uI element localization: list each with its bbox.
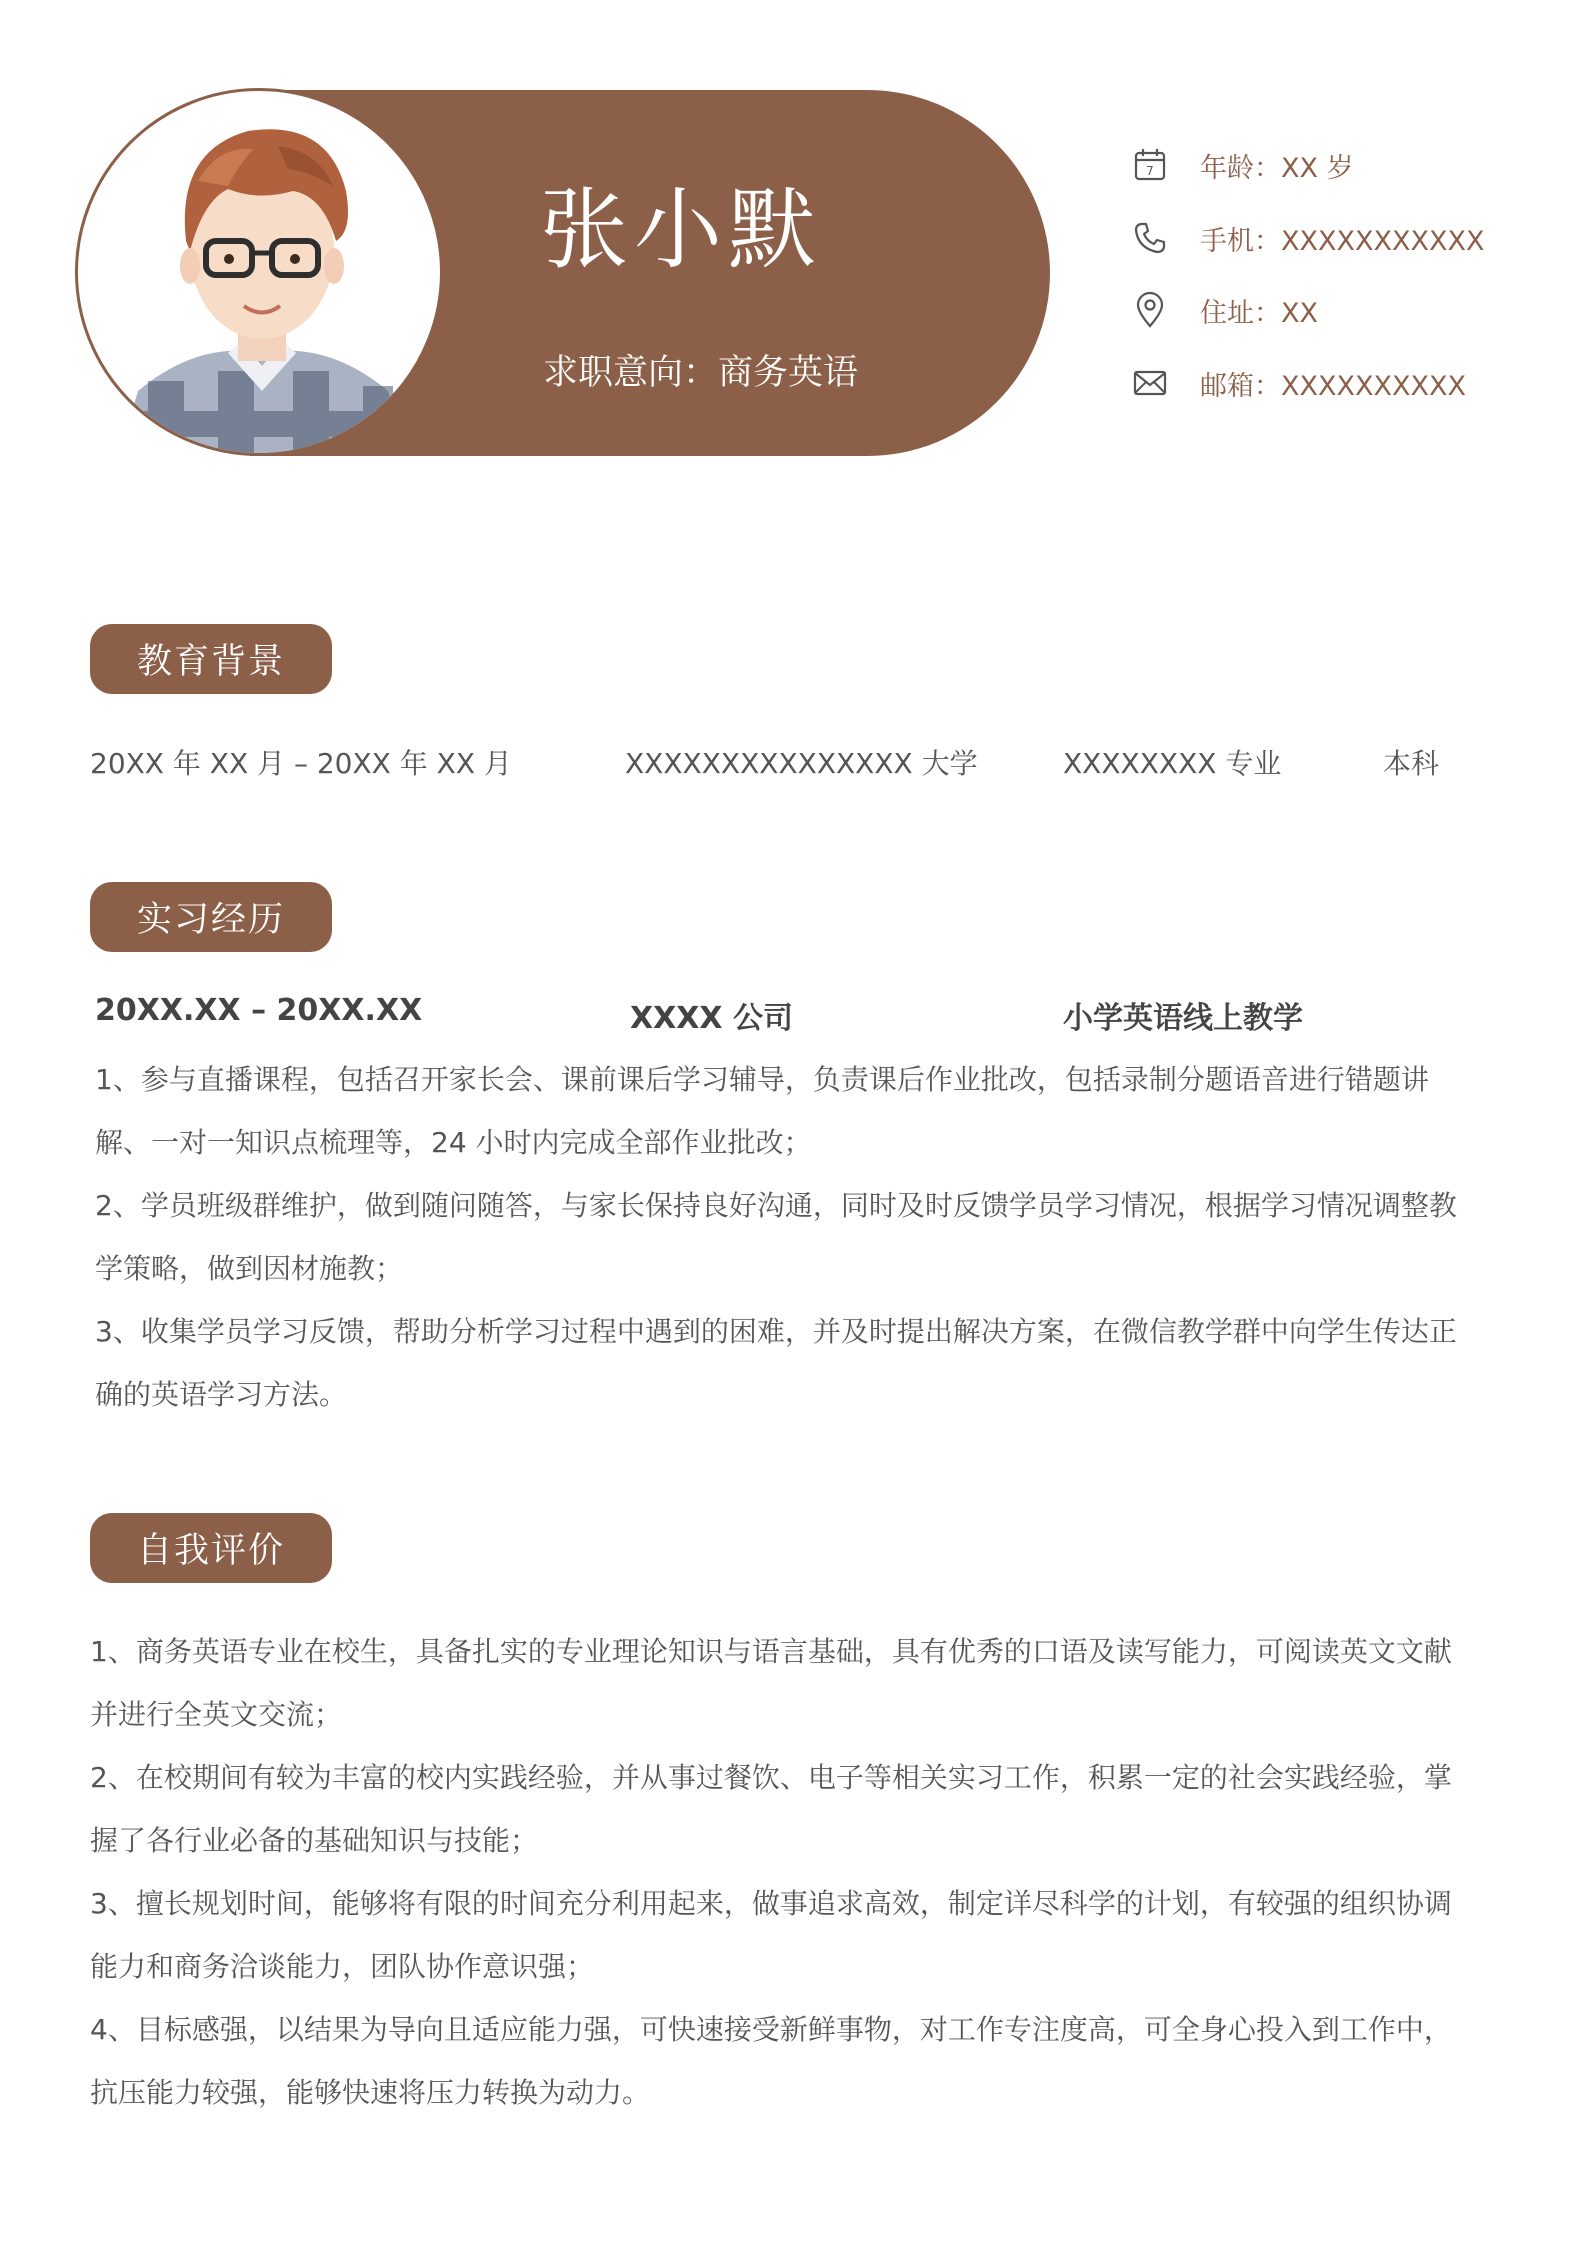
internship-item: 3、收集学员学习反馈，帮助分析学习过程中遇到的困难，并及时提出解决方案，在微信教学群中向学生传达正确的英语学习方法。 — [95, 1315, 1457, 1411]
calendar-icon — [1130, 145, 1170, 185]
internship-role: 小学英语线上教学 — [1063, 1001, 1303, 1036]
candidate-name: 张小默 — [540, 178, 823, 281]
avatar — [75, 88, 443, 456]
education-major: XXXXXXXX 专业 — [1063, 747, 1282, 780]
contact-phone — [1130, 215, 1484, 261]
phone-icon — [1130, 218, 1170, 258]
education-school: XXXXXXXXXXXXXXX 大学 — [625, 747, 978, 780]
internship-item: 2、学员班级群维护，做到随问随答，与家长保持良好沟通，同时及时反馈学员学习情况，根据学习情况调整教学策略，做到因材施教； — [95, 1189, 1457, 1285]
education-degree: 本科 — [1383, 747, 1440, 780]
self-eval-item: 3、擅长规划时间，能够将有限的时间充分利用起来，做事追求高效，制定详尽科学的计划，有较强的组织协调能力和商务洽谈能力，团队协作意识强； — [90, 1887, 1452, 1983]
job-intent: 求职意向：商务英语 — [543, 353, 859, 393]
avatar-illustration — [78, 91, 443, 456]
contact-phone-text: 手机：XXXXXXXXXXX — [1200, 225, 1485, 257]
internship-item: 1、参与直播课程，包括召开家长会、课前课后学习辅导，负责课后作业批改，包括录制分题语音进行错题讲解、一对一知识点梳理等，24 小时内完成全部作业批改； — [95, 1063, 1429, 1159]
contact-address-text: 住址：XX — [1200, 297, 1318, 329]
mail-icon — [1130, 363, 1170, 403]
self-eval-item: 2、在校期间有较为丰富的校内实践经验，并从事过餐饮、电子等相关实习工作，积累一定的社会实践经验，掌握了各行业必备的基础知识与技能； — [90, 1761, 1452, 1857]
contact-address — [1130, 287, 1318, 333]
internship-period: 20XX.XX – 20XX.XX — [95, 993, 423, 1028]
location-icon — [1130, 290, 1170, 330]
contact-age — [1130, 142, 1354, 188]
self-eval-item: 1、商务英语专业在校生，具备扎实的专业理论知识与语言基础，具有优秀的口语及读写能力，可阅读英文文献并进行全英文交流； — [90, 1635, 1452, 1731]
section-title-education: 教育背景 — [90, 624, 332, 694]
internship-company: XXXX 公司 — [630, 1001, 793, 1036]
contact-age-text: 年龄：XX 岁 — [1200, 152, 1354, 184]
section-title-self-eval: 自我评价 — [90, 1513, 332, 1583]
education-period: 20XX 年 XX 月 – 20XX 年 XX 月 — [90, 747, 512, 780]
svg-text:7: 7 — [1146, 164, 1154, 178]
contact-email — [1130, 360, 1466, 406]
section-title-internship: 实习经历 — [90, 882, 332, 952]
contact-email-text: 邮箱：XXXXXXXXXX — [1200, 370, 1466, 402]
self-eval-item: 4、目标感强，以结果为导向且适应能力强，可快速接受新鲜事物，对工作专注度高，可全身心投入到工作中，抗压能力较强，能够快速将压力转换为动力。 — [90, 2013, 1452, 2109]
